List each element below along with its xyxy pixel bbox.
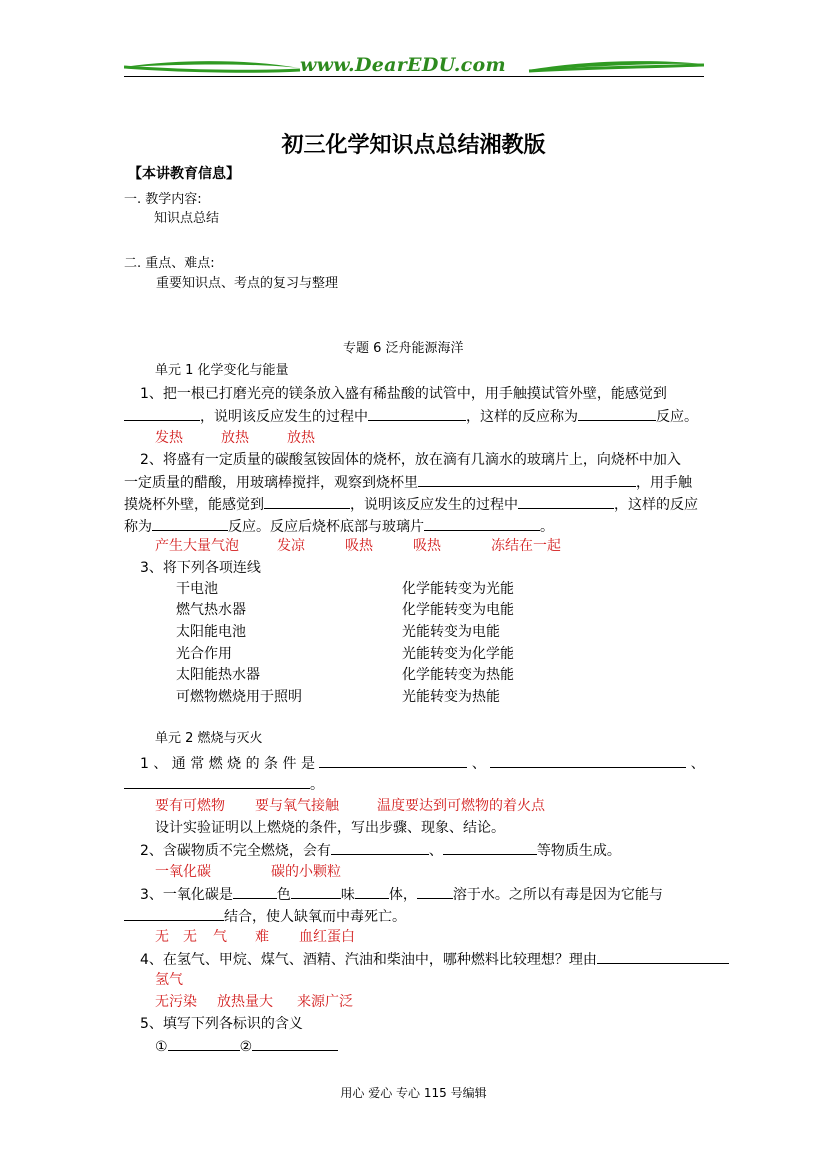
section-heading: 【本讲教育信息】	[128, 166, 240, 182]
blank[interactable]	[368, 405, 466, 421]
u2-q1-note: 设计实验证明以上燃烧的条件，写出步骤、现象、结论。	[155, 820, 505, 836]
page-title: 初三化学知识点总结湘教版	[281, 132, 546, 158]
blank[interactable]	[417, 883, 453, 899]
list-item: 化学能转变为电能	[402, 602, 514, 618]
list-item: 太阳能电池	[176, 624, 246, 640]
blank[interactable]	[597, 948, 729, 964]
u1-q1-line2: ，说明该反应发生的过程中 ，这样的反应称为 反应。	[124, 405, 698, 428]
unit1-title: 单元 1 化学变化与能量	[155, 363, 289, 378]
list-item: 光能转变为化学能	[402, 646, 514, 662]
u2-q4: 4、在氢气、甲烷、煤气、酒精、汽油和柴油中，哪种燃料比较理想？理由	[140, 948, 729, 971]
u2-q5-items: ① ②	[155, 1035, 338, 1058]
u1-q2-line4: 称为 反应。反应后烧杯底部与玻璃片 。	[124, 515, 554, 538]
site-logo: www.DearEDU.com	[300, 54, 506, 76]
list-item: 干电池	[176, 581, 218, 597]
u2-q3-line2: 结合，使人缺氧而中毒死亡。	[124, 905, 406, 928]
u2-a4-fuel: 氢气	[155, 972, 183, 988]
blank[interactable]	[264, 493, 350, 509]
blank[interactable]	[355, 883, 389, 899]
part2-label: 二. 重点、难点:	[124, 256, 215, 271]
header-divider	[124, 76, 704, 77]
blank[interactable]	[518, 493, 614, 509]
blank[interactable]	[578, 405, 656, 421]
list-item: 化学能转变为光能	[402, 581, 514, 597]
u1-q2-line3: 摸烧杯外壁，能感觉到 ，说明该反应发生的过程中 ，这样的反应	[124, 493, 698, 516]
list-item: 光合作用	[176, 646, 232, 662]
page-footer: 用心 爱心 专心 115 号编辑	[340, 1086, 487, 1100]
u2-q5-label: 5、填写下列各标识的含义	[140, 1016, 303, 1032]
blank[interactable]	[124, 905, 224, 921]
topic-heading: 专题 6 泛舟能源海洋	[343, 341, 464, 356]
blank[interactable]	[319, 752, 467, 768]
list-item: 光能转变为电能	[402, 624, 500, 640]
unit2-title: 单元 2 燃烧与灭火	[155, 731, 263, 746]
u1-q2-line2: 一定质量的醋酸，用玻璃棒搅拌，观察到烧杯里 ，用手触	[124, 471, 692, 494]
blank[interactable]	[291, 883, 341, 899]
list-item: 可燃物燃烧用于照明	[176, 689, 302, 705]
part2-content: 重要知识点、考点的复习与整理	[156, 276, 339, 291]
blank[interactable]	[233, 883, 277, 899]
blank[interactable]	[152, 515, 228, 531]
blank[interactable]	[490, 752, 686, 768]
blank[interactable]	[331, 839, 429, 855]
list-item: 燃气热水器	[176, 602, 246, 618]
blank[interactable]	[252, 1035, 338, 1051]
u2-q3-line1: 3、一氧化碳是 色 味 体， 溶于水。之所以有毒是因为它能与	[140, 883, 663, 906]
list-item: 光能转变为热能	[402, 689, 500, 705]
u1-q3-label: 3、将下列各项连线	[140, 560, 261, 576]
u1-q2-line1: 2、将盛有一定质量的碳酸氢铵固体的烧杯，放在滴有几滴水的玻璃片上，向烧杯中加入	[140, 452, 681, 468]
u2-q2: 2、含碳物质不完全燃烧，会有 、 等物质生成。	[140, 839, 621, 862]
blank[interactable]	[418, 471, 636, 487]
u1-a1: 发热 放热 放热	[155, 430, 315, 446]
u1-q1-line1: 1、把一根已打磨光亮的镁条放入盛有稀盐酸的试管中，用手触摸试管外壁，能感觉到	[140, 386, 667, 402]
blank[interactable]	[424, 515, 540, 531]
blank[interactable]	[168, 1035, 240, 1051]
u2-q1-line1: 1 、 通 常 燃 烧 的 条 件 是 、 、	[140, 752, 705, 775]
list-item: 化学能转变为热能	[402, 667, 514, 683]
u2-a1: 要有可燃物 要与氧气接触 温度要达到可燃物的着火点	[155, 798, 545, 814]
blank[interactable]	[124, 405, 200, 421]
blank[interactable]	[443, 839, 537, 855]
blank[interactable]	[124, 773, 310, 789]
u2-a2: 一氧化碳 碳的小颗粒	[155, 864, 341, 880]
list-item: 太阳能热水器	[176, 667, 260, 683]
part1-label: 一. 教学内容:	[124, 192, 202, 207]
u2-q1-line2: 。	[124, 773, 324, 796]
u1-a2: 产生大量气泡 发凉 吸热 吸热 冻结在一起	[155, 538, 561, 554]
u2-a4-reasons: 无污染 放热量大 来源广泛	[155, 994, 353, 1010]
part1-content: 知识点总结	[154, 211, 220, 226]
u2-a3: 无 无 气 难 血红蛋白	[155, 929, 355, 945]
